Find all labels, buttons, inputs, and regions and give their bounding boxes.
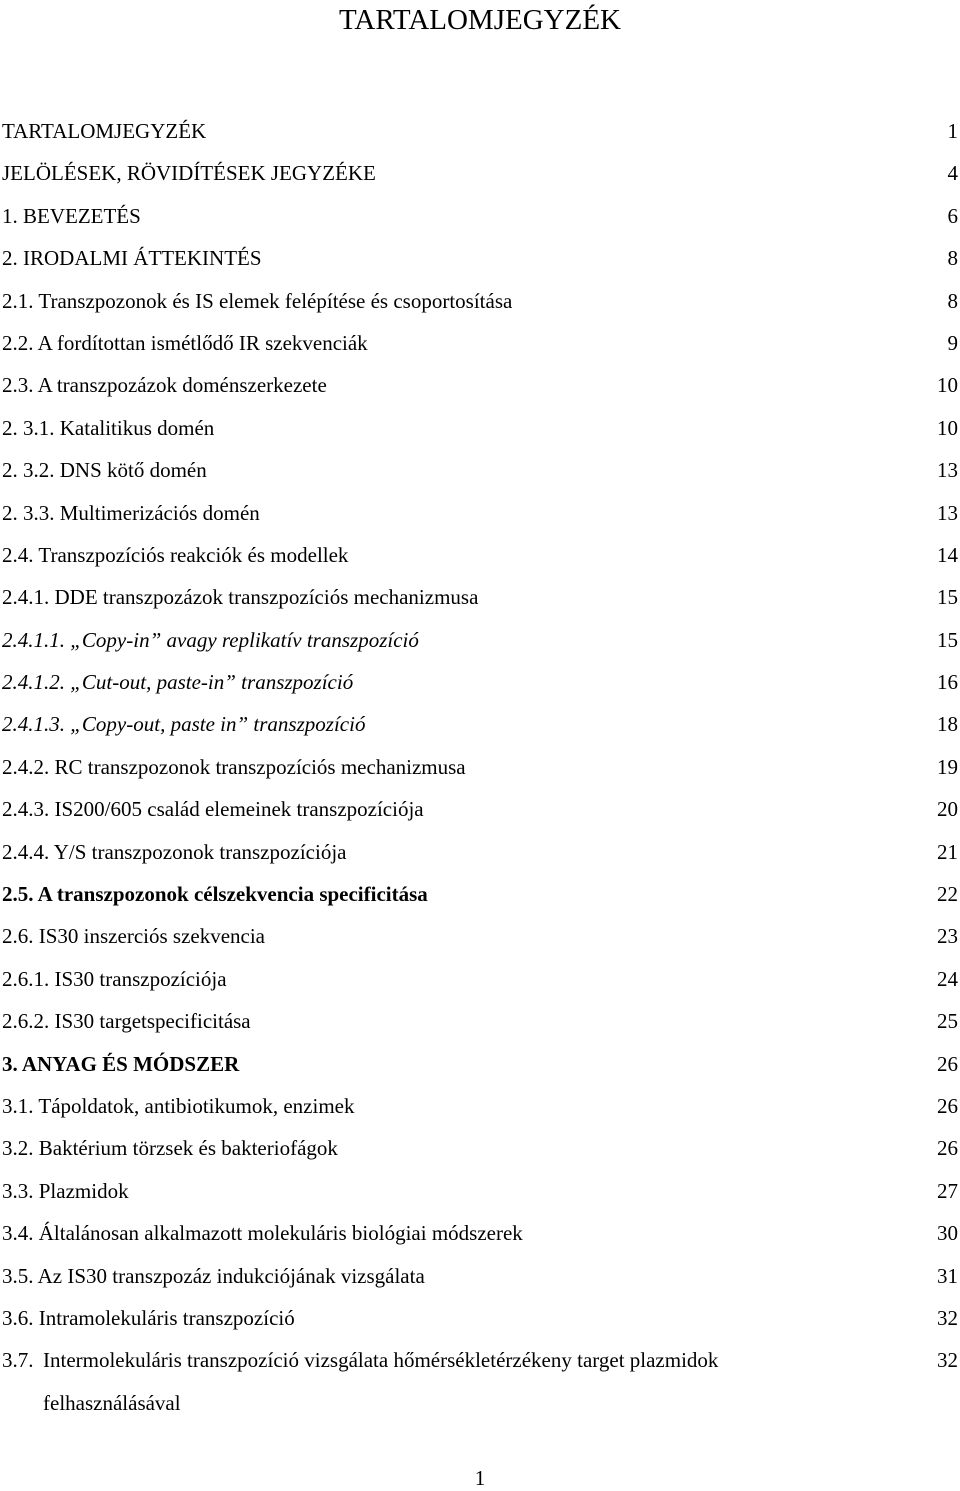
toc-entry-number: 3.7. [2, 1348, 34, 1373]
toc-entry-page: 4 [947, 161, 958, 186]
toc-entry-page: 15 [937, 627, 958, 652]
toc-entry-label: 2. 3.3. Multimerizációs domén [2, 500, 260, 525]
toc-entry-page: 24 [937, 966, 958, 991]
toc-entry [0, 1339, 960, 1424]
toc-entry [0, 1127, 960, 1169]
toc-entry-label: 1. BEVEZETÉS [2, 203, 141, 228]
toc-entry-label: 2.6.2. IS30 targetspecificitása [2, 1009, 251, 1034]
toc-entry-label: 2.4.2. RC transzpozonok transzpozíciós mechanizmusa [2, 754, 466, 779]
toc-entry-page: 32 [937, 1305, 958, 1330]
toc-entry-page: 6 [947, 203, 958, 228]
toc-entry-label: 2.3. A transzpozázok doménszerkezete [2, 373, 327, 398]
toc-entry-label: 2.4. Transzpozíciós reakciók és modellek [2, 542, 349, 567]
toc-entry-page: 15 [937, 585, 958, 610]
toc-entry-label: 3.3. Plazmidok [2, 1178, 129, 1203]
toc-entry [0, 280, 960, 322]
toc-entry-label: 2.4.1. DDE transzpozázok transzpozíciós mechanizmusa [2, 585, 479, 610]
toc-entry-page: 10 [937, 415, 958, 440]
toc-entry [0, 1085, 960, 1127]
toc-entry-page: 16 [937, 670, 958, 695]
toc-entry-page: 1 [947, 119, 958, 143]
toc-entry [0, 195, 960, 237]
toc-entry-label: 2.4.3. IS200/605 család elemeinek transzpozíciója [2, 797, 424, 822]
toc-entry [0, 1170, 960, 1212]
toc-entry-page: 26 [937, 1051, 958, 1076]
toc-entry-page: 31 [937, 1263, 958, 1288]
toc-entry-page: 9 [947, 330, 958, 355]
toc-entry-label: 3.4. Általánosan alkalmazott molekuláris biológiai módszerek [2, 1221, 523, 1246]
toc-entry [0, 873, 960, 915]
toc-entry-label: 2.5. A transzpozonok célszekvencia specificitása [2, 882, 428, 907]
toc-entry [0, 110, 960, 152]
toc-entry-page: 21 [937, 839, 958, 864]
toc-entry [0, 152, 960, 194]
toc-entry-label: 3.1. Tápoldatok, antibiotikumok, enzimek [2, 1093, 355, 1118]
toc-entry-page: 13 [937, 458, 958, 483]
toc-entry-page: 26 [937, 1093, 958, 1118]
toc-entry-label: 2. 3.2. DNS kötő domén [2, 458, 207, 483]
toc-entry-page: 8 [947, 246, 958, 271]
toc-entry [0, 788, 960, 830]
toc-entry [0, 534, 960, 576]
toc-entry-label: 2.4.1.1. „Copy-in” avagy replikatív transzpozíció [2, 627, 419, 652]
toc-entry-page: 13 [937, 500, 958, 525]
toc-entry [0, 449, 960, 491]
toc-entry-label: 2.1. Transzpozonok és IS elemek felépítése és csoportosítása [2, 288, 513, 313]
toc-entry-label: TARTALOMJEGYZÉK [2, 119, 207, 143]
toc-entry-page: 32 [937, 1348, 958, 1373]
toc-entry-page: 26 [937, 1136, 958, 1161]
toc-entry [0, 322, 960, 364]
toc-entry-label: 2. 3.1. Katalitikus domén [2, 415, 215, 440]
toc-entry-label: 3.6. Intramolekuláris transzpozíció [2, 1305, 295, 1330]
toc-entry-label: 2.4.1.2. „Cut-out, paste-in” transzpozíció [2, 670, 354, 695]
toc-entry [0, 1000, 960, 1042]
toc-entry-label: 2.6.1. IS30 transzpozíciója [2, 966, 227, 991]
toc-entry-label: 2.4.1.3. „Copy-out, paste in” transzpozíció [2, 712, 366, 737]
toc-entry-page: 22 [937, 882, 958, 907]
toc-entry-page: 27 [937, 1178, 958, 1203]
toc-entry-page: 20 [937, 797, 958, 822]
toc-entry [0, 576, 960, 618]
toc-entry [0, 1043, 960, 1085]
toc-entry [0, 703, 960, 745]
toc-entry-label: 2. IRODALMI ÁTTEKINTÉS [2, 246, 262, 271]
toc-entry [0, 619, 960, 661]
page-title: TARTALOMJEGYZÉK [339, 4, 621, 36]
toc-entry [0, 831, 960, 873]
toc-entry-page: 23 [937, 924, 958, 949]
toc-entry-label: Intermolekuláris transzpozíció vizsgálata hőmérsékletérzékeny target plazmidok felhasználásával [43, 1348, 719, 1415]
toc-entry-page: 8 [947, 288, 958, 313]
table-of-contents [0, 110, 960, 1424]
toc-entry-label: 3.5. Az IS30 transzpozáz indukciójának vizsgálata [2, 1263, 425, 1288]
toc-entry-label: 3. ANYAG ÉS MÓDSZER [2, 1051, 240, 1076]
toc-entry-page: 25 [937, 1009, 958, 1034]
toc-entry-page: 18 [937, 712, 958, 737]
toc-entry-label: 3.2. Baktérium törzsek és bakteriofágok [2, 1136, 338, 1161]
toc-entry [0, 364, 960, 406]
toc-entry [0, 958, 960, 1000]
toc-entry [0, 915, 960, 957]
toc-entry [0, 1255, 960, 1297]
page-number: 1 [474, 1466, 486, 1490]
toc-entry-page: 30 [937, 1221, 958, 1246]
toc-entry-label: 2.6. IS30 inszerciós szekvencia [2, 924, 266, 949]
toc-entry-page: 14 [937, 542, 958, 567]
toc-entry-label: 2.4.4. Y/S transzpozonok transzpozíciója [2, 839, 347, 864]
toc-entry-page: 19 [937, 754, 958, 779]
toc-entry-label: 2.2. A fordítottan ismétlődő IR szekvenciák [2, 330, 368, 355]
toc-entry [0, 1297, 960, 1339]
toc-entry-label: JELÖLÉSEK, RÖVIDÍTÉSEK JEGYZÉKE [2, 161, 376, 186]
toc-entry [0, 492, 960, 534]
toc-entry [0, 1212, 960, 1254]
toc-entry-page: 10 [937, 373, 958, 398]
toc-entry [0, 661, 960, 703]
toc-entry [0, 746, 960, 788]
toc-entry [0, 237, 960, 279]
toc-entry [0, 407, 960, 449]
